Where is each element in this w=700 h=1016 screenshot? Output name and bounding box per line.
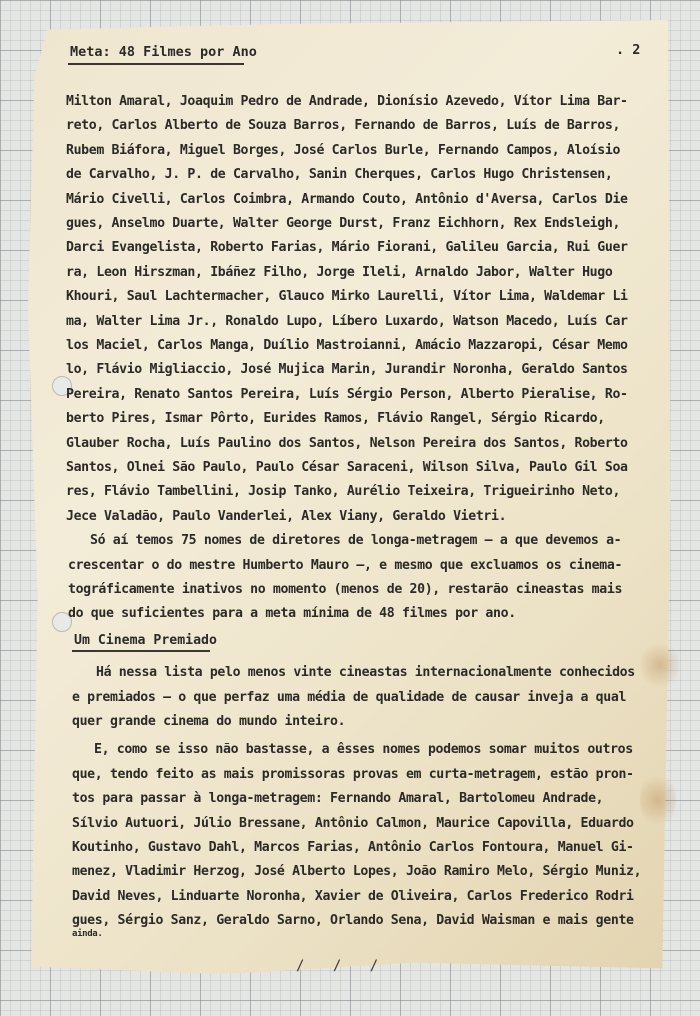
text-line: lo, Flávio Migliaccio, José Mujica Marin, Jurandir Noronha, Geraldo Santos bbox=[66, 362, 628, 378]
text-line: ainda. bbox=[72, 928, 103, 939]
text-line: tográficamente inativos no momento (menos de 20), restarão cineastas mais bbox=[68, 582, 623, 597]
text-line: tos para passar à longa-metragem: Fernando Amaral, Bartolomeu Andrade, bbox=[72, 791, 604, 807]
text-line: que, tendo feito as mais promissoras provas em curta-metragem, estão pron- bbox=[72, 766, 634, 782]
text-line: los Maciel, Carlos Manga, Duílio Mastroianni, Amácio Mazzaropi, César Memo bbox=[66, 338, 628, 353]
paper-stain bbox=[640, 770, 676, 830]
text-line: Rubem Biáfora, Miguel Borges, José Carlos Burle, Fernando Campos, Aloísio bbox=[66, 142, 621, 158]
text-line: Mário Civelli, Carlos Coimbra, Armando Couto, Antônio d'Aversa, Carlos Die bbox=[66, 191, 628, 207]
text-line: de Carvalho, J. P. de Carvalho, Sanin Cherques, Carlos Hugo Christensen, bbox=[66, 167, 613, 183]
text-line: res, Flávio Tambellini, Josip Tanko, Aurélio Teixeira, Trigueirinho Neto, bbox=[66, 484, 621, 500]
text-line: gues, Anselmo Duarte, Walter George Durst, Franz Eichhorn, Rex Endsleigh, bbox=[66, 216, 621, 231]
page-number: . 2 bbox=[616, 42, 641, 58]
header-underline bbox=[68, 63, 244, 65]
text-line: Santos, Olnei São Paulo, Paulo César Saraceni, Wilson Silva, Paulo Gil Soa bbox=[66, 460, 628, 475]
text-line: Glauber Rocha, Luís Paulino dos Santos, Nelson Pereira dos Santos, Roberto bbox=[66, 435, 628, 451]
text-line: e premiados — o que perfaz uma média de qualidade de causar inveja a qual bbox=[72, 689, 627, 705]
text-line: Só aí temos 75 nomes de diretores de longa-metragem — a que devemos a- bbox=[90, 533, 622, 549]
text-line: ra, Leon Hirszman, Ibáñez Filho, Jorge Ileli, Arnaldo Jabor, Walter Hugo bbox=[66, 264, 613, 280]
text-line: E, como se isso não bastasse, a êsses nomes podemos somar muitos outros bbox=[94, 742, 633, 758]
text-line: menez, Vladimir Herzog, José Alberto Lopes, João Ramiro Melo, Sérgio Muniz, bbox=[72, 864, 642, 880]
text-line: do que suficientes para a meta mínima de 48 filmes por ano. bbox=[68, 606, 516, 622]
text-line: Darci Evangelista, Roberto Farias, Mário Fiorani, Galileu Garcia, Rui Guer bbox=[66, 240, 628, 256]
page-header-title: Meta: 48 Filmes por Ano bbox=[70, 44, 257, 60]
text-line: Jece Valadão, Paulo Vanderlei, Alex Viany, Geraldo Vietri. bbox=[66, 508, 507, 524]
text-line: ma, Walter Lima Jr., Ronaldo Lupo, Líbero Luxardo, Watson Macedo, Luís Car bbox=[66, 313, 628, 329]
text-line: Há nessa lista pelo menos vinte cineastas internacionalmente conhecidos bbox=[96, 665, 635, 681]
text-line: Khouri, Saul Lachtermacher, Glauco Mirko Laurelli, Vítor Lima, Waldemar Li bbox=[66, 289, 628, 305]
text-line: Pereira, Renato Santos Pereira, Luís Sérgio Person, Alberto Pieralise, Ro- bbox=[66, 386, 628, 402]
section-heading: Um Cinema Premiado bbox=[74, 632, 217, 648]
text-line: reto, Carlos Alberto de Souza Barros, Fernando de Barros, Luís de Barros, bbox=[66, 118, 621, 134]
footer-marks: / / / bbox=[296, 958, 389, 974]
paper-stain bbox=[640, 640, 680, 690]
text-line: Milton Amaral, Joaquim Pedro de Andrade, Dionísio Azevedo, Vítor Lima Bar- bbox=[66, 94, 628, 109]
text-line: quer grande cinema do mundo inteiro. bbox=[72, 714, 346, 729]
text-line: berto Pires, Ismar Pôrto, Eurides Ramos, Flávio Rangel, Sérgio Ricardo, bbox=[66, 411, 605, 427]
text-line: David Neves, Linduarte Noronha, Xavier de Oliveira, Carlos Frederico Rodri bbox=[72, 888, 634, 904]
text-line: crescentar o do mestre Humberto Mauro —, e mesmo que excluamos os cinema- bbox=[68, 557, 623, 573]
text-line: gues, Sérgio Sanz, Geraldo Sarno, Orlando Sena, David Waisman e mais gente bbox=[72, 913, 634, 929]
text-line: Sílvio Autuori, Júlio Bressane, Antônio Calmon, Maurice Capovilla, Eduardo bbox=[72, 815, 634, 831]
text-line: Koutinho, Gustavo Dahl, Marcos Farias, Antônio Carlos Fontoura, Manuel Gi- bbox=[72, 840, 634, 855]
section-underline bbox=[72, 650, 210, 652]
